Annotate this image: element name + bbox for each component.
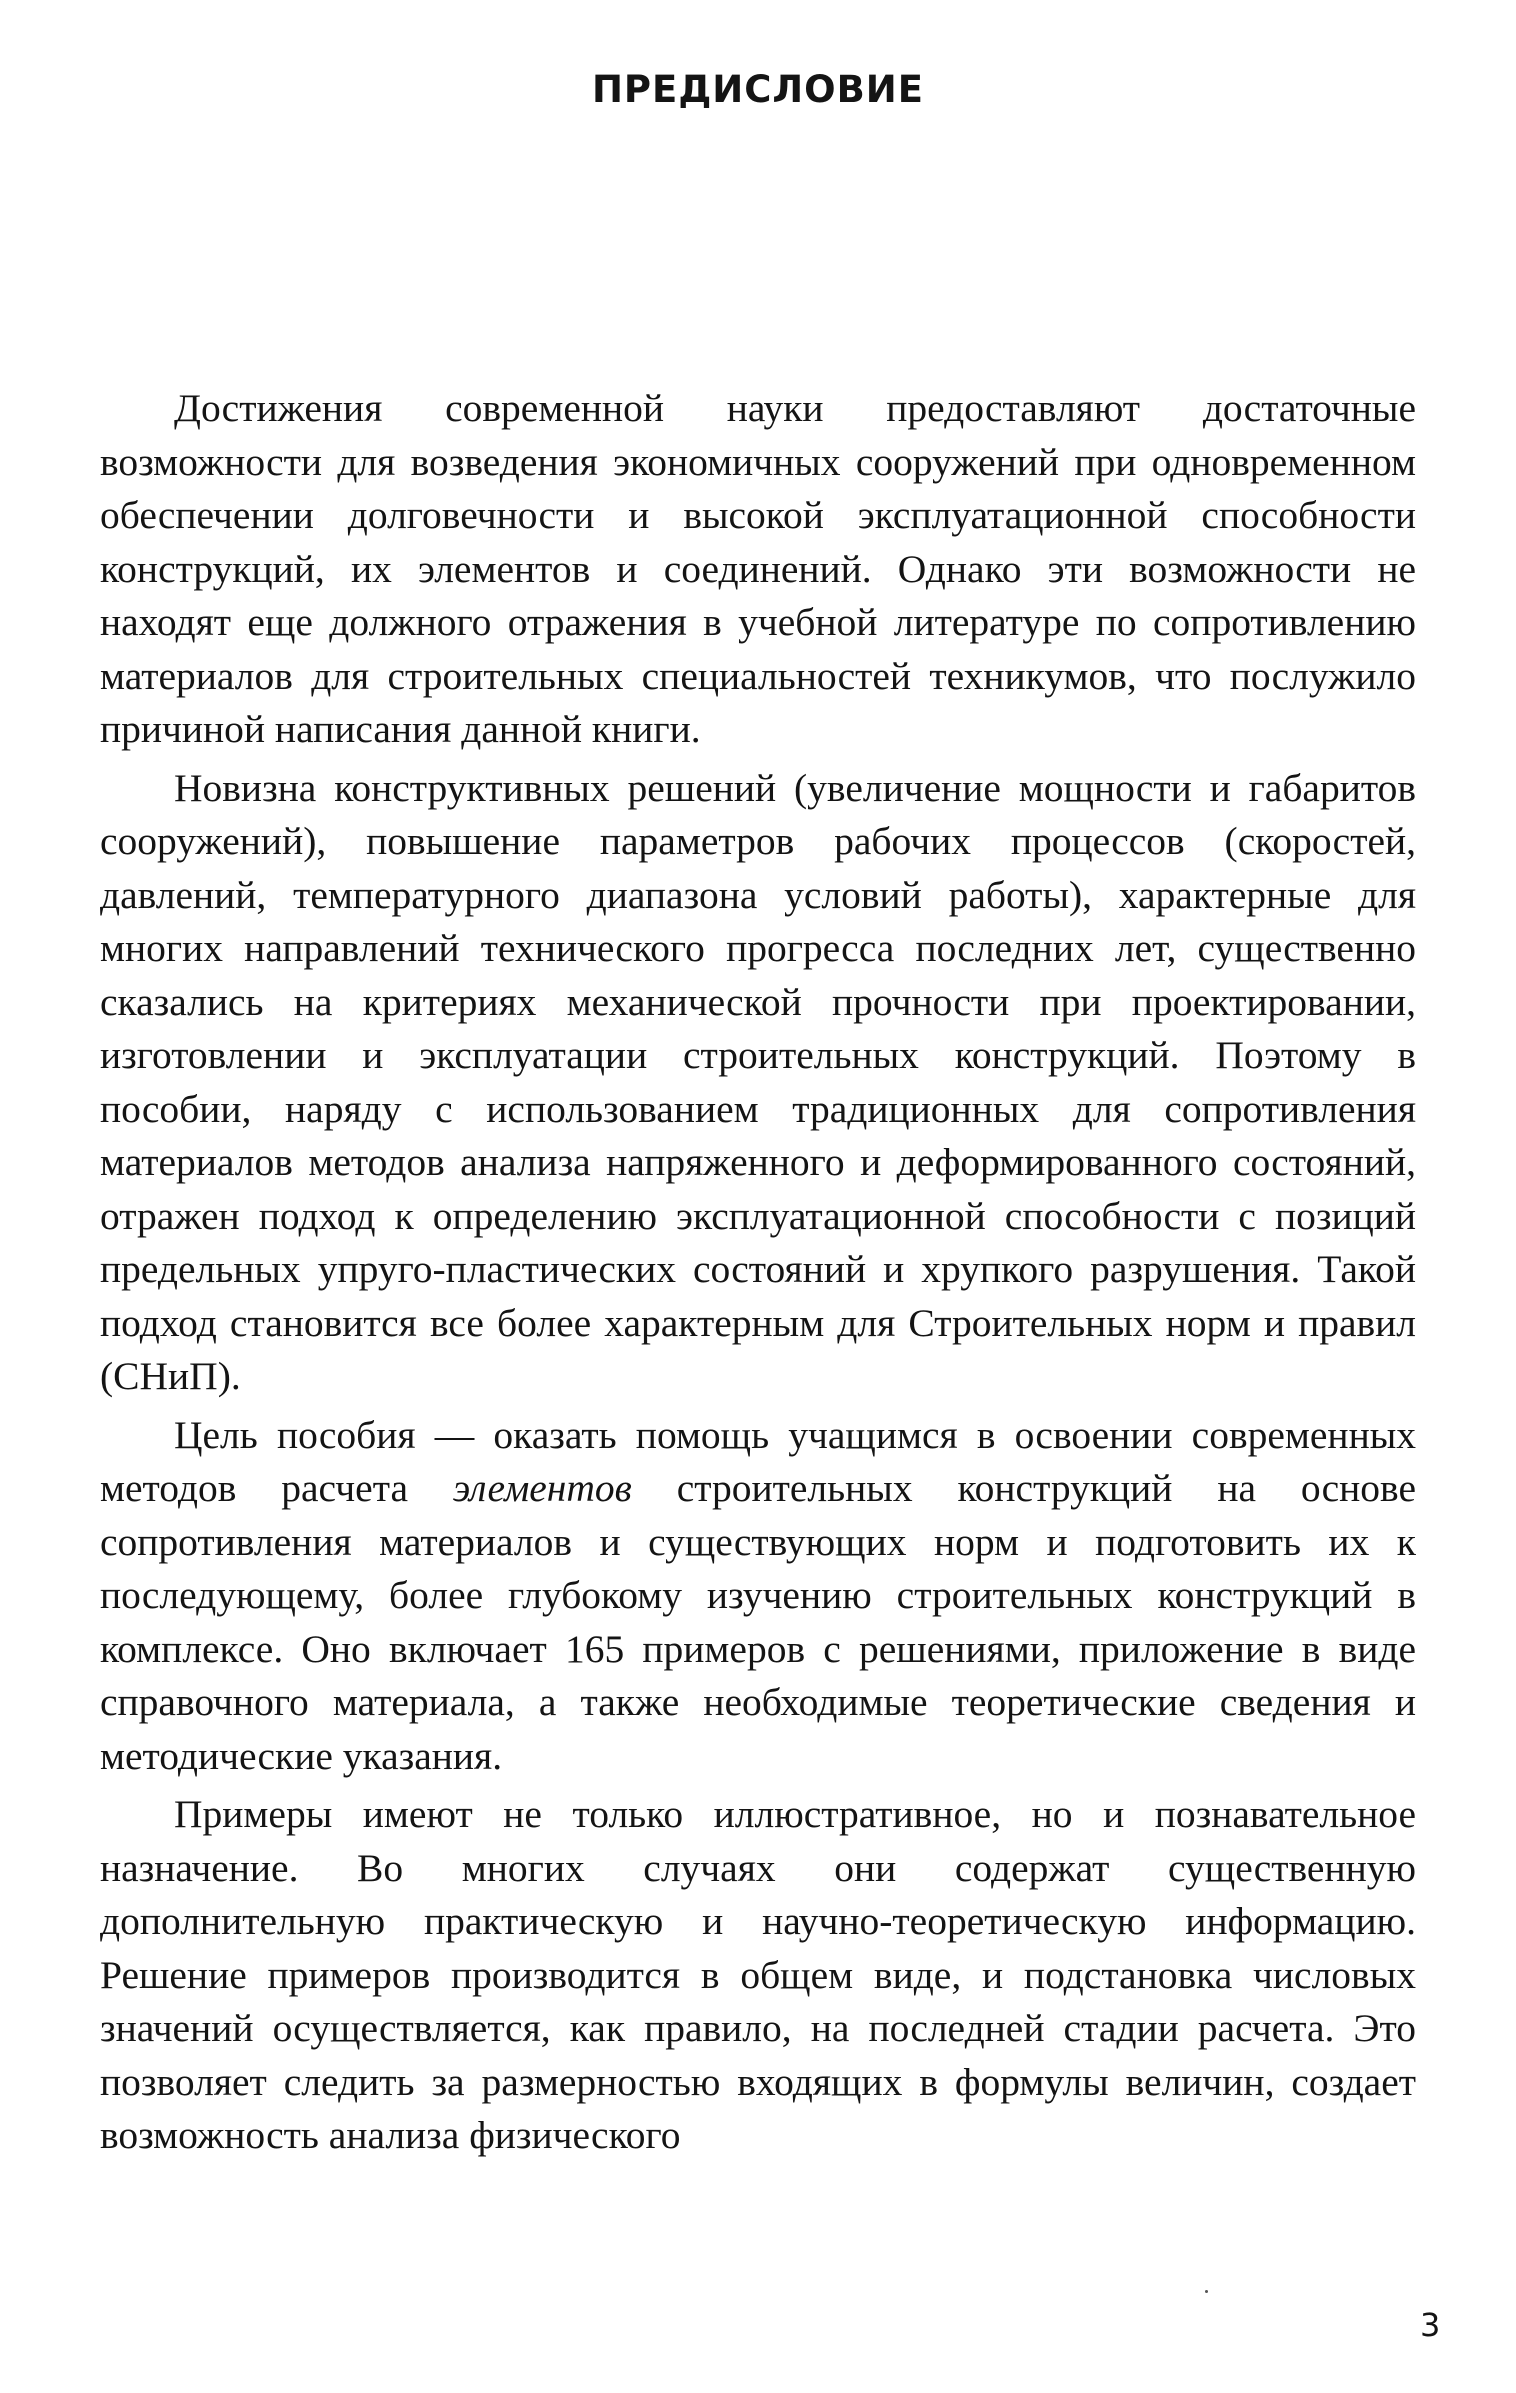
paragraph-1: Достижения современной науки предоставляют достаточные возможности для возведения экономичных сооружений при одновременном обеспечении долговечности и высокой эксплуатационной способности конструкций, их элементов и соединений. Однако эти возможности не находят еще должного отражения в учебной литературе по сопротивлению материалов для строительных специальностей техникумов, что послужило причиной написания данной книги. — [100, 386, 1416, 751]
paragraph-3-text-start: Цель пособия — оказать помощь учащимся в освоении современных методов расчета — [100, 1412, 1416, 1510]
paragraph-3 — [100, 1409, 1416, 1784]
print-speck — [1205, 2290, 1208, 2293]
paragraph-4: Примеры имеют не только иллюстративное, но и познавательное назначение. Во многих случаях они содержат существенную дополнительную практическую и научно-теоретическую информацию. Решение примеров производится в общем виде, и подстановка числовых значений осуществляется, как правило, на последней стадии расчета. Это позволяет следить за размерностью входящих в формулы величин, создает возможность анализа физического — [100, 1792, 1416, 2157]
emphasized-word: элементов — [452, 1466, 632, 1510]
preface-body — [100, 382, 1416, 2168]
page-number: 3 — [1420, 2306, 1441, 2344]
paragraph-2: Новизна конструктивных решений (увеличение мощности и габаритов сооружений), повышение параметров рабочих процессов (скоростей, давлений, температурного диапазона условий работы), характерные для многих направлений технического прогресса последних лет, существенно сказались на критериях механической прочности при проектировании, изготовлении и эксплуатации строительных конструкций. Поэтому в пособии, наряду с использованием традиционных для сопротивления материалов методов анализа напряженного и деформированного состояний, отражен подход к определению эксплуатационной способности с позиций предельных упруго-пластических состояний и хрупкого разрушения. Такой подход становится все более характерным для Строительных норм и правил (СНиП). — [100, 765, 1416, 1398]
paragraph-3-text-end: строительных конструкций на основе сопротивления материалов и существующих норм и подготовить их к последующему, более глубокому изучению строительных конструкций в комплексе. Оно включает 165 примеров с решениями, приложение в виде справочного материала, а также необходимые теоретические сведения и методические указания. — [100, 1466, 1416, 1778]
page-heading: ПРЕДИСЛОВИЕ — [591, 68, 925, 111]
